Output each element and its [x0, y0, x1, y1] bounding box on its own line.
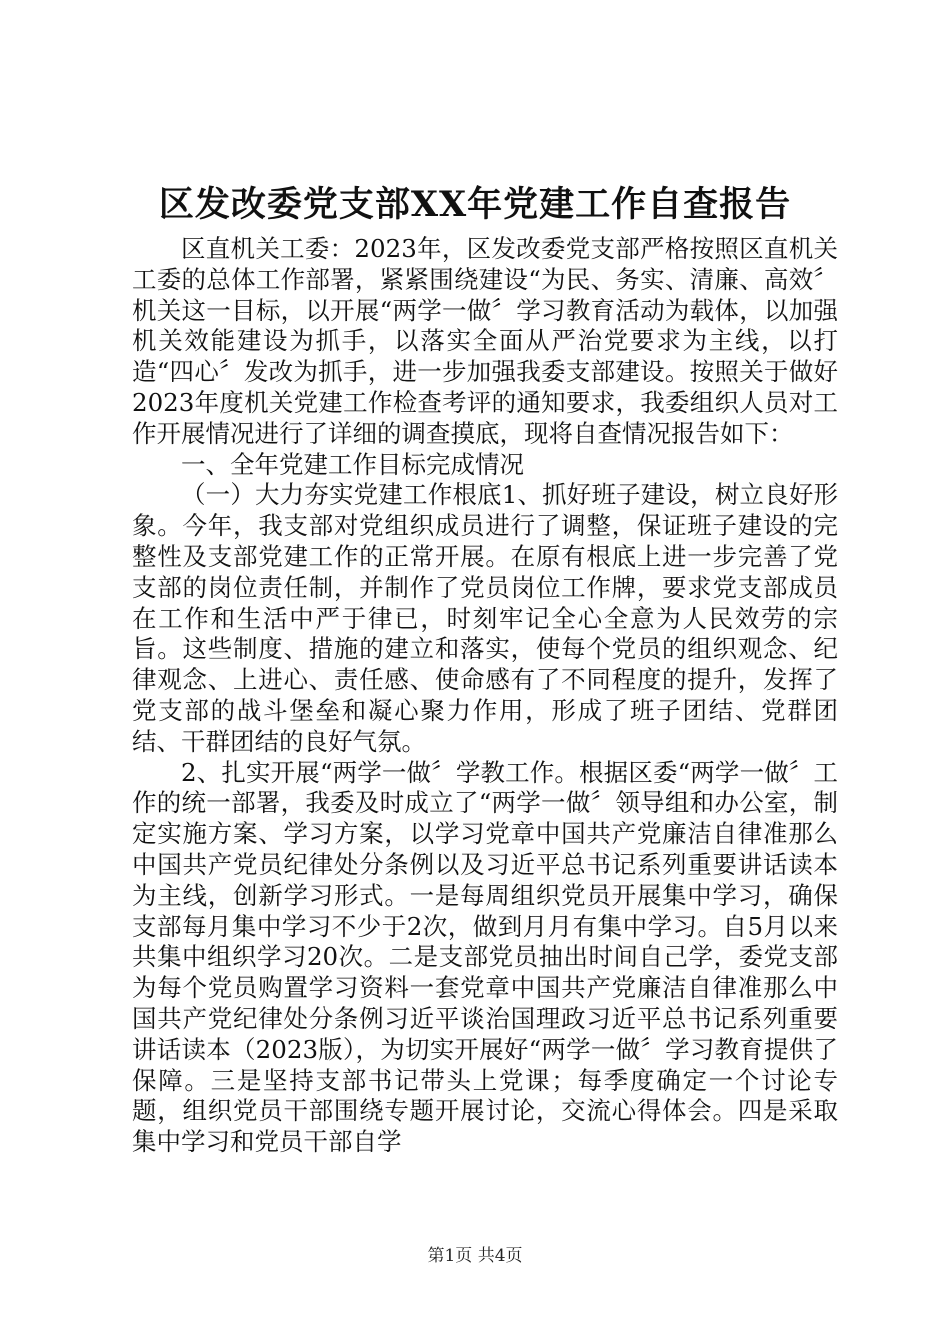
page-number-footer: 第1页 共4页 [427, 1246, 523, 1266]
section-heading: 一、全年党建工作目标完成情况 [181, 449, 524, 479]
body-paragraph-1: （一）大力夯实党建工作根底1、抓好班子建设，树立良好形象。今年，我支部对党组织成员进行了调整，保证班子建设的完整性及支部党建工作的正常开展。在原有根底上进一步完善了党支部的岗位责任制，并制作了党员岗位工作牌，要求党支部成员在工作和生活中严于律已，时刻牢记全心全意为人民效劳的宗旨。这些制度、措施的建立和落实，使每个党员的组织观念、纪律观念、上进心、责任感、使命感有了不同程度的提升，发挥了党支部的战斗堡垒和凝心聚力作用，形成了班子团结、党群团结、干群团结的良好气氛。 [132, 480, 838, 756]
document-title: 区发改委党支部XX年党建工作自查报告 [158, 184, 792, 225]
document-body [132, 234, 838, 1158]
body-paragraph-2: 2、扎实开展“两学一做〞学教工作。根据区委“两学一做〞工作的统一部署，我委及时成立了“两学一做〞领导组和办公室，制定实施方案、学习方案，以学习党章中国共产党廉洁自律准那么中国共产党员纪律处分条例以及习近平总书记系列重要讲话读本为主线，创新学习形式。一是每周组织党员开展集中学习，确保支部每月集中学习不少于2次，做到月月有集中学习。自5月以来共集中组织学习20次。二是支部党员抽出时间自己学，委党支部为每个党员购置学习资料一套党章中国共产党廉洁自律准那么中国共产党纪律处分条例习近平谈治国理政习近平总书记系列重要讲话读本（2023版），为切实开展好“两学一做〞学习教育提供了保障。三是坚持支部书记带头上党课；每季度确定一个讨论专题，组织党员干部围绕专题开展讨论，交流心得体会。四是采取集中学习和党员干部自学 [132, 757, 838, 1157]
intro-paragraph: 区直机关工委：2023年，区发改委党支部严格按照区直机关工委的总体工作部署，紧紧围绕建设“为民、务实、清廉、高效〞机关这一目标，以开展“两学一做〞学习教育活动为载体，以加强机关效能建设为抓手，以落实全面从严治党要求为主线，以打造“四心〞发改为抓手，进一步加强我委支部建设。按照关于做好2023年度机关党建工作检查考评的通知要求，我委组织人员对工作开展情况进行了详细的调查摸底，现将自查情况报告如下： [132, 234, 838, 448]
